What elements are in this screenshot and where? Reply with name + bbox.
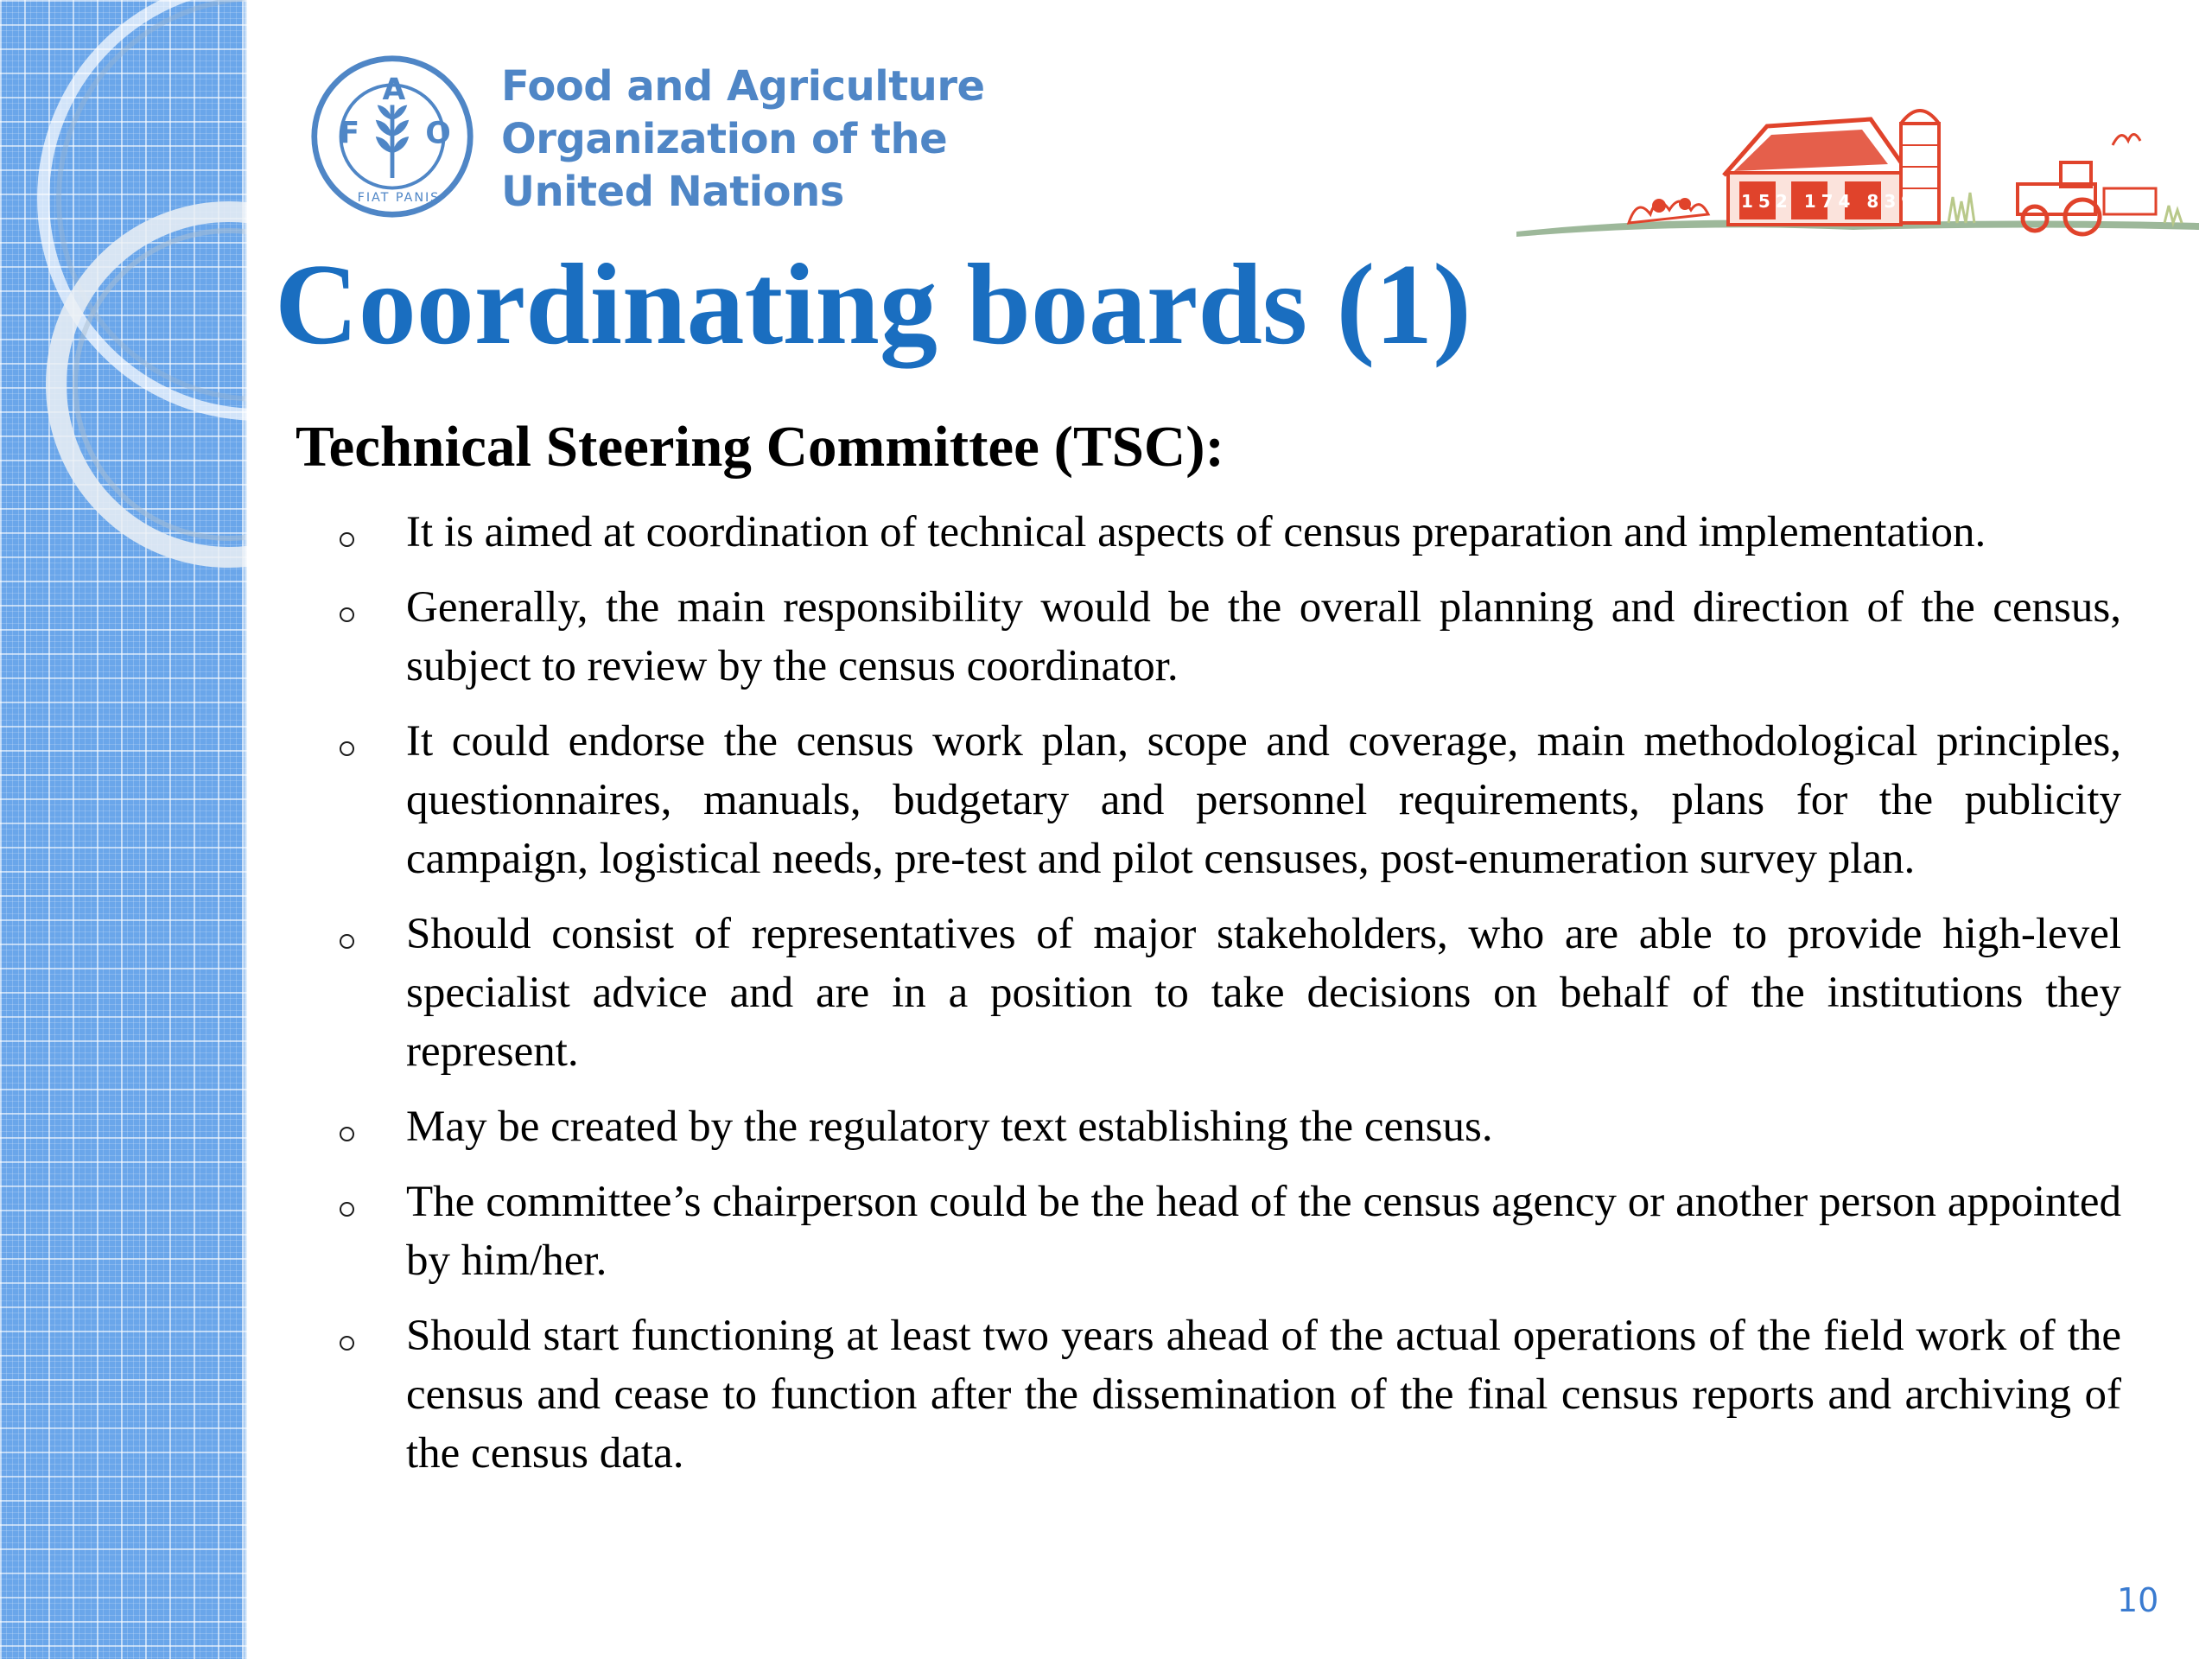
bullet-text: Should consist of representatives of major stakeholders, who are able to provide high-level specialist advice and are in a position to take decisions on behalf of the institutions they represent. — [406, 910, 2121, 1076]
fao-logo — [309, 54, 475, 219]
decorative-rings — [0, 0, 247, 605]
logo-letter-o: O — [425, 116, 451, 151]
bullet-circle-icon — [340, 1202, 354, 1217]
page-number: 10 — [2117, 1581, 2159, 1619]
bullet-text: Should start functioning at least two years ahead of the actual operations of the field work of the census and cease to function after the dissemination of the final census reports and archiving of the census data. — [406, 1312, 2121, 1478]
slide-title: Coordinating boards (1) — [275, 240, 1471, 368]
list-item — [328, 905, 2121, 1081]
bullet-text: The committee’s chairperson could be the head of the census agency or another person appointed by him/her. — [406, 1178, 2121, 1285]
org-name-line-3: United Nations — [501, 168, 844, 216]
farm-illustration — [1508, 93, 2203, 240]
logo-letter-f: F — [339, 116, 360, 151]
bullet-circle-icon — [340, 934, 354, 949]
logo-letter-a: A — [382, 72, 406, 107]
bullet-circle-icon — [340, 1336, 354, 1351]
list-item — [328, 1306, 2121, 1483]
list-item — [328, 578, 2121, 696]
list-item — [328, 1173, 2121, 1290]
bullet-text: It is aimed at coordination of technical aspects of census preparation and implementation. — [406, 508, 1986, 556]
logo-motto: FIAT PANIS — [357, 190, 441, 205]
bullet-circle-icon — [340, 1127, 354, 1141]
bullet-text: May be created by the regulatory text establishing the census. — [406, 1103, 1493, 1151]
org-name-line-1: Food and Agriculture — [501, 62, 985, 111]
bullet-text: Generally, the main responsibility would be the overall planning and direction of the census, subject to review by the census coordinator. — [406, 583, 2121, 690]
list-item — [328, 503, 2121, 562]
list-item — [328, 1097, 2121, 1156]
organization-name — [501, 60, 985, 219]
bullet-circle-icon — [340, 607, 354, 622]
section-subheading: Technical Steering Committee (TSC): — [296, 415, 1224, 479]
bullet-circle-icon — [340, 532, 354, 547]
bullet-list — [328, 503, 2121, 1499]
org-name-line-2: Organization of the — [501, 115, 948, 163]
bullet-text: It could endorse the census work plan, scope and coverage, main methodological principles, questionnaires, manuals, budgetary and personnel requirements, plans for the publicity campaign, logistical needs, pre-test and pilot censuses, post-enumeration survey plan. — [406, 717, 2121, 883]
bullet-circle-icon — [340, 741, 354, 756]
list-item — [328, 712, 2121, 888]
farm-sign-text: 152 174 839 — [1741, 191, 1919, 212]
left-decorative-strip — [0, 0, 247, 1659]
